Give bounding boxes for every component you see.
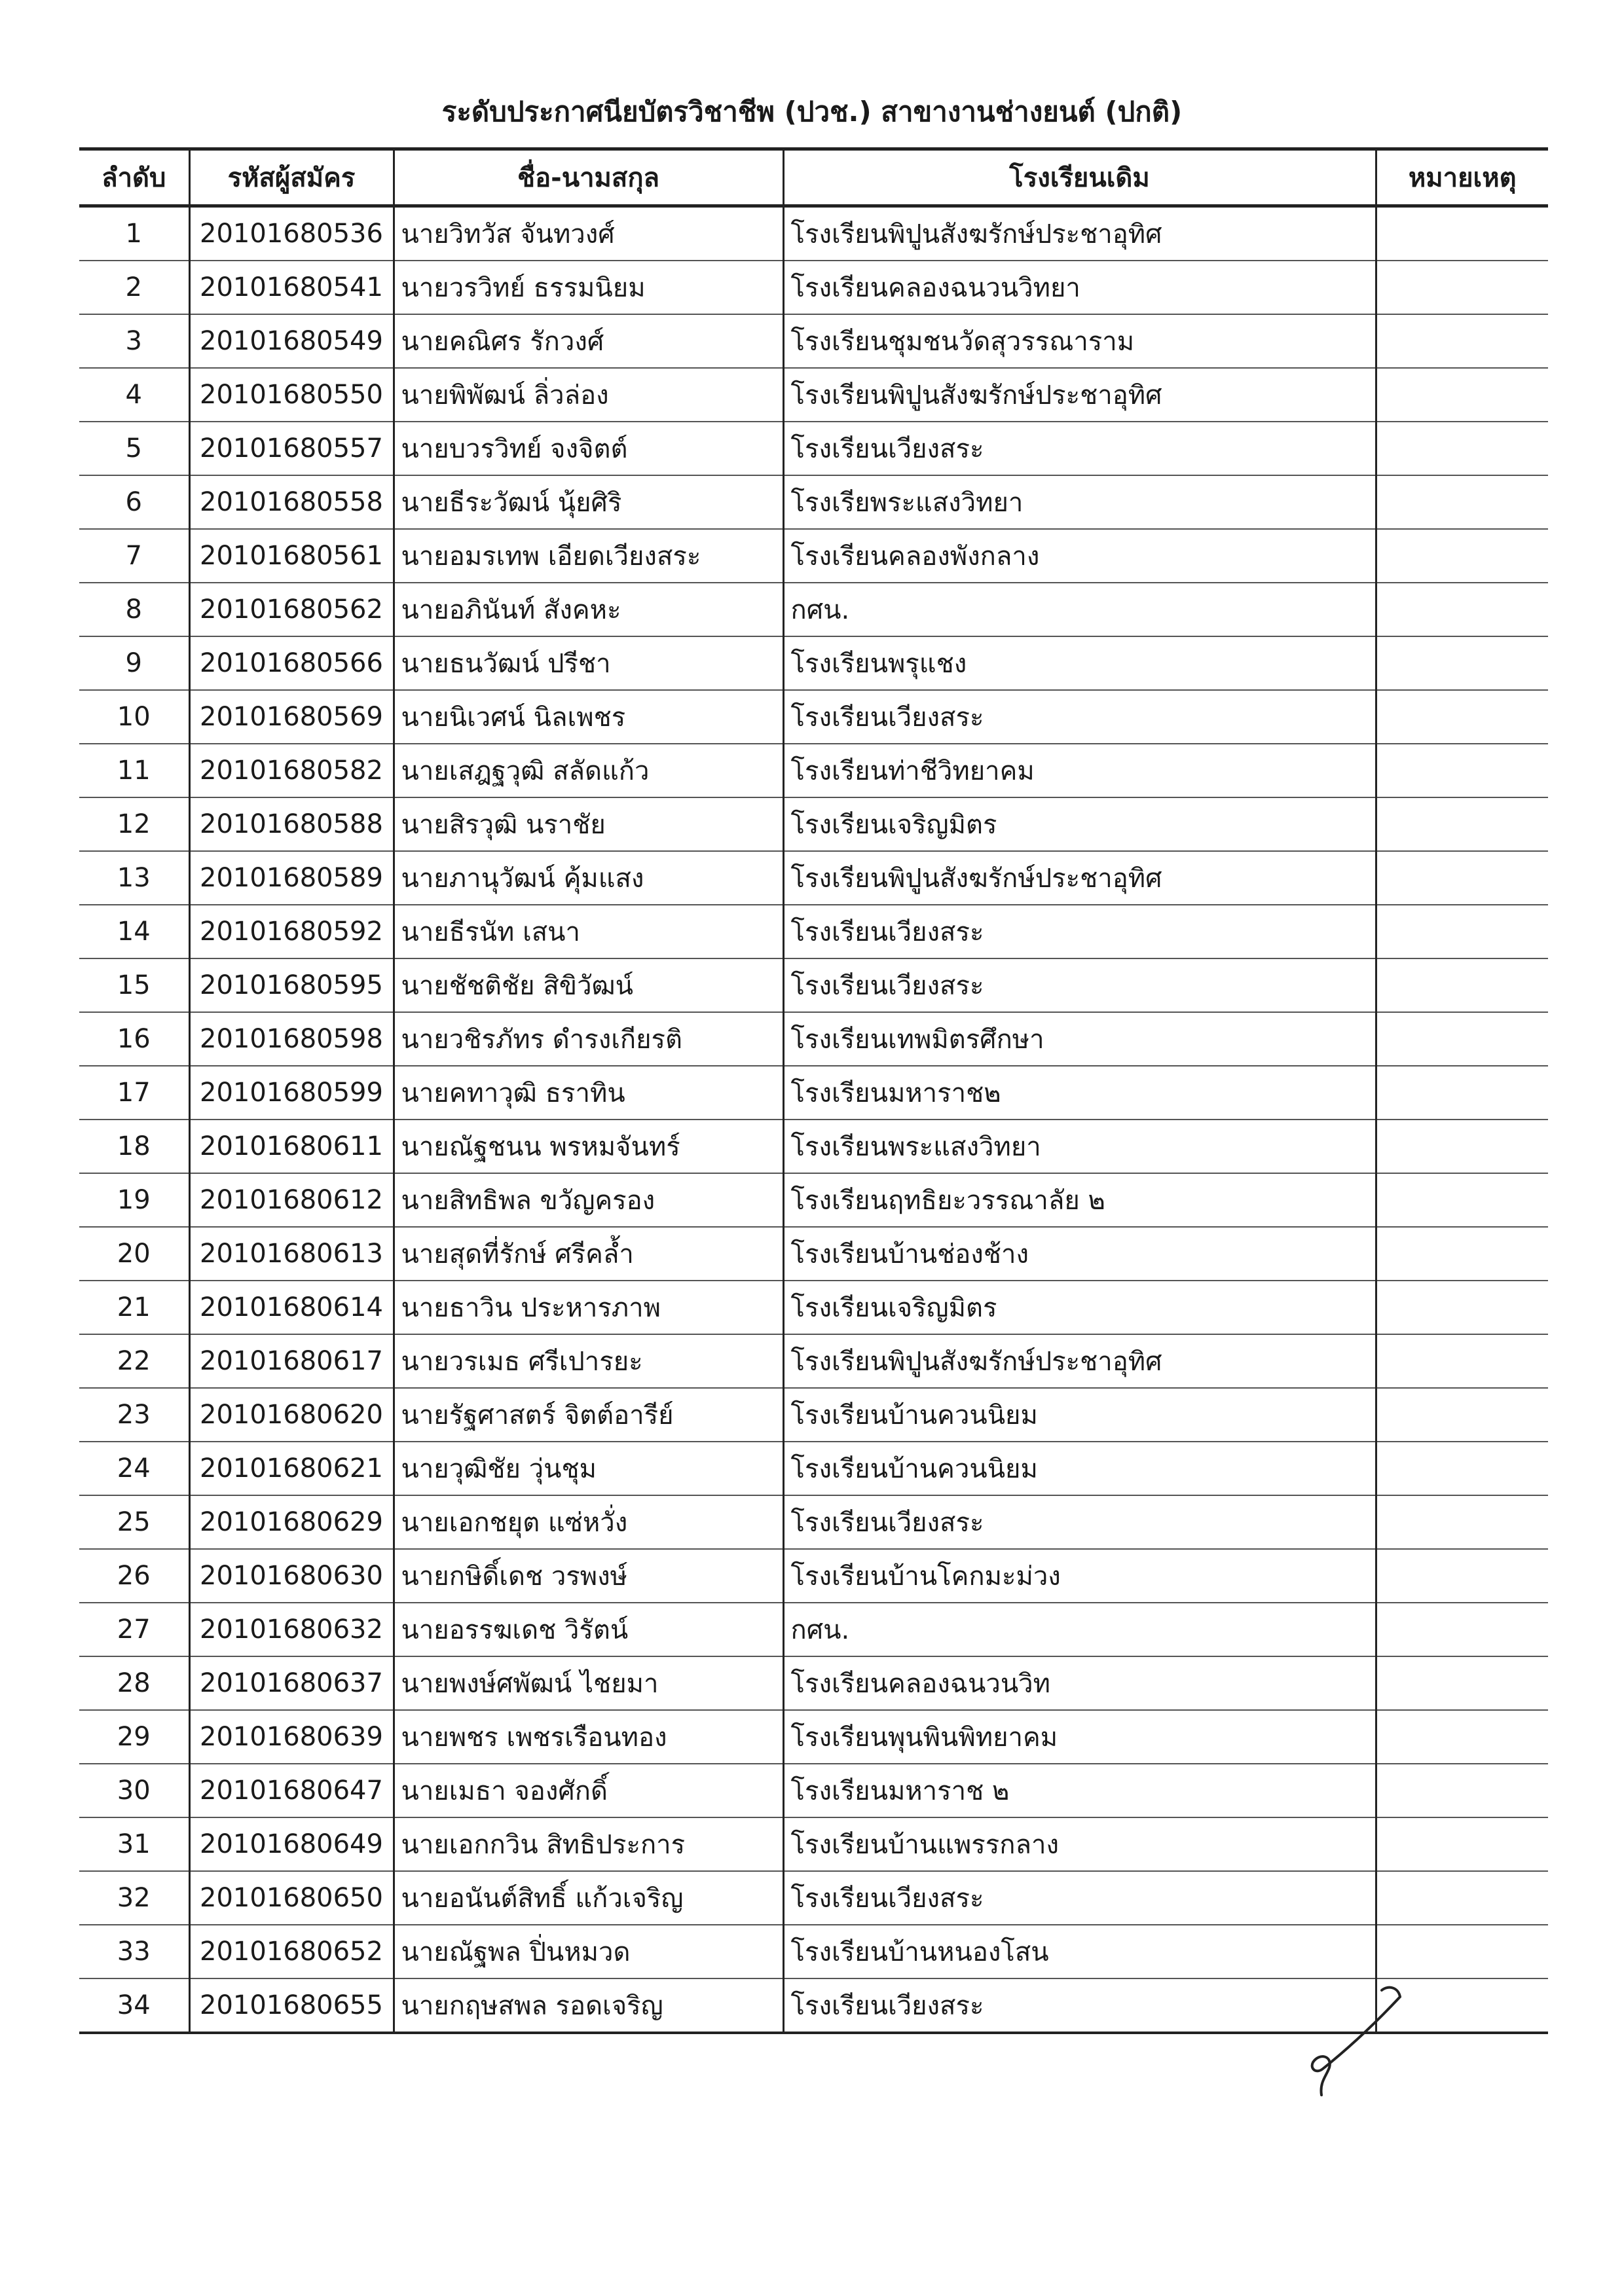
row-full-name: นายณัฐชนน พรหมจันทร์ [394,1120,783,1173]
row-previous-school: โรงเรียนบ้านช่องช้าง [783,1227,1376,1281]
row-order: 31 [79,1817,189,1871]
table-row [79,1495,1548,1549]
signature-mark [1283,1971,1414,2102]
row-previous-school: โรงเรียนฤทธิยะวรรณาลัย ๒ [783,1173,1376,1227]
row-applicant-id: 20101680561 [189,529,394,583]
row-previous-school: โรงเรียนบ้านหนองโสน [783,1925,1376,1978]
row-applicant-id: 20101680566 [189,636,394,690]
row-previous-school: โรงเรียนเวียงสระ [783,690,1376,744]
row-applicant-id: 20101680562 [189,583,394,636]
table-row [79,1710,1548,1764]
row-previous-school: โรงเรียนมหาราช ๒ [783,1764,1376,1817]
row-remarks [1376,744,1548,797]
row-previous-school: โรงเรียนบ้านโคกมะม่วง [783,1549,1376,1603]
row-previous-school: โรงเรียนเวียงสระ [783,422,1376,475]
row-remarks [1376,368,1548,422]
row-order: 24 [79,1442,189,1495]
table-row [79,422,1548,475]
table-row [79,851,1548,905]
row-full-name: นายภานุวัฒน์ คุ้มแสง [394,851,783,905]
row-previous-school: โรงเรียนเวียงสระ [783,1871,1376,1925]
row-remarks [1376,1334,1548,1388]
row-previous-school: โรงเรียนเวียงสระ [783,905,1376,958]
row-applicant-id: 20101680613 [189,1227,394,1281]
row-previous-school: กศน. [783,1603,1376,1656]
row-remarks [1376,797,1548,851]
table-row [79,1334,1548,1388]
row-applicant-id: 20101680536 [189,206,394,261]
table-row [79,1817,1548,1871]
row-remarks [1376,1066,1548,1120]
row-previous-school: โรงเรียนเวียงสระ [783,958,1376,1012]
row-remarks [1376,583,1548,636]
row-applicant-id: 20101680541 [189,261,394,314]
row-order: 21 [79,1281,189,1334]
row-previous-school: โรงเรียนมหาราช๒ [783,1066,1376,1120]
row-order: 7 [79,529,189,583]
row-previous-school: โรงเรียนพุนพินพิทยาคม [783,1710,1376,1764]
document-title: ระดับประกาศนียบัตรวิชาชีพ (ปวช.) สาขางานช่างยนต์ (ปกติ) [441,96,1183,128]
row-remarks [1376,475,1548,529]
row-full-name: นายเสฎฐวุฒิ สลัดแก้ว [394,744,783,797]
row-applicant-id: 20101680592 [189,905,394,958]
row-full-name: นายอมรเทพ เอียดเวียงสระ [394,529,783,583]
row-previous-school: โรงเรียพระแสงวิทยา [783,475,1376,529]
row-full-name: นายบวรวิทย์ จงจิตต์ [394,422,783,475]
row-full-name: นายเอกชยุต แซ่หวั่ง [394,1495,783,1549]
row-previous-school: โรงเรียนบ้านควนนิยม [783,1442,1376,1495]
row-remarks [1376,206,1548,261]
row-full-name: นายรัฐศาสตร์ จิตต์อารีย์ [394,1388,783,1442]
row-full-name: นายณัฐพล ปิ่นหมวด [394,1925,783,1978]
row-order: 18 [79,1120,189,1173]
row-order: 15 [79,958,189,1012]
row-remarks [1376,1173,1548,1227]
row-applicant-id: 20101680611 [189,1120,394,1173]
row-full-name: นายธีระวัฒน์ นุ้ยศิริ [394,475,783,529]
row-remarks [1376,1549,1548,1603]
row-previous-school: โรงเรียนบ้านควนนิยม [783,1388,1376,1442]
row-order: 34 [79,1978,189,2033]
row-order: 3 [79,314,189,368]
row-applicant-id: 20101680629 [189,1495,394,1549]
row-applicant-id: 20101680620 [189,1388,394,1442]
row-full-name: นายสิทธิพล ขวัญครอง [394,1173,783,1227]
row-full-name: นายวชิรภัทร ดำรงเกียรติ [394,1012,783,1066]
row-applicant-id: 20101680569 [189,690,394,744]
row-remarks [1376,1817,1548,1871]
row-applicant-id: 20101680655 [189,1978,394,2033]
row-applicant-id: 20101680549 [189,314,394,368]
table-row [79,744,1548,797]
row-full-name: นายวรเมธ ศรีเปารยะ [394,1334,783,1388]
row-remarks [1376,422,1548,475]
row-applicant-id: 20101680617 [189,1334,394,1388]
row-previous-school: โรงเรียนพิปูนสังฆรักษ์ประชาอุทิศ [783,851,1376,905]
row-applicant-id: 20101680639 [189,1710,394,1764]
header-previous-school: โรงเรียนเดิม [783,149,1376,206]
row-order: 1 [79,206,189,261]
row-full-name: นายวุฒิชัย วุ่นชุม [394,1442,783,1495]
row-applicant-id: 20101680550 [189,368,394,422]
table-row [79,1012,1548,1066]
table-row [79,1066,1548,1120]
row-full-name: นายชัชติชัย สิขิวัฒน์ [394,958,783,1012]
table-row [79,690,1548,744]
row-order: 23 [79,1388,189,1442]
table-row [79,368,1548,422]
row-order: 11 [79,744,189,797]
row-full-name: นายกษิดิ์เดช วรพงษ์ [394,1549,783,1603]
row-previous-school: โรงเรียนคลองฉนวนวิทยา [783,261,1376,314]
row-remarks [1376,1871,1548,1925]
row-remarks [1376,1012,1548,1066]
table-row [79,1281,1548,1334]
row-remarks [1376,1388,1548,1442]
header-full-name: ชื่อ-นามสกุล [394,149,783,206]
row-full-name: นายพิพัฒน์ ลิ่วล่อง [394,368,783,422]
table-row [79,261,1548,314]
table-row [79,1442,1548,1495]
row-full-name: นายสิรวุฒิ นราชัย [394,797,783,851]
row-applicant-id: 20101680557 [189,422,394,475]
row-previous-school: โรงเรียนเทพมิตรศึกษา [783,1012,1376,1066]
row-previous-school: โรงเรียนเวียงสระ [783,1978,1376,2033]
row-remarks [1376,958,1548,1012]
row-remarks [1376,314,1548,368]
table-row [79,1656,1548,1710]
row-order: 14 [79,905,189,958]
row-applicant-id: 20101680632 [189,1603,394,1656]
row-remarks [1376,261,1548,314]
row-remarks [1376,1227,1548,1281]
table-row [79,636,1548,690]
table-row [79,1871,1548,1925]
row-remarks [1376,690,1548,744]
row-applicant-id: 20101680647 [189,1764,394,1817]
row-order: 28 [79,1656,189,1710]
row-order: 20 [79,1227,189,1281]
row-applicant-id: 20101680598 [189,1012,394,1066]
row-previous-school: โรงเรียนเจริญมิตร [783,797,1376,851]
table-row [79,206,1548,261]
row-order: 27 [79,1603,189,1656]
row-order: 6 [79,475,189,529]
row-full-name: นายคทาวุฒิ ธราทิน [394,1066,783,1120]
row-full-name: นายวรวิทย์ ธรรมนิยม [394,261,783,314]
table-row [79,797,1548,851]
table-row [79,1120,1548,1173]
table-row [79,905,1548,958]
row-previous-school: กศน. [783,583,1376,636]
table-row [79,1549,1548,1603]
row-full-name: นายอนันต์สิทธิ์ แก้วเจริญ [394,1871,783,1925]
applicant-table [79,147,1548,2034]
table-row [79,1227,1548,1281]
row-order: 5 [79,422,189,475]
row-applicant-id: 20101680630 [189,1549,394,1603]
row-order: 2 [79,261,189,314]
row-full-name: นายธาวิน ประหารภาพ [394,1281,783,1334]
row-full-name: นายอภินันท์ สังคหะ [394,583,783,636]
row-previous-school: โรงเรียนคลองพังกลาง [783,529,1376,583]
row-remarks [1376,1656,1548,1710]
table-row [79,1173,1548,1227]
row-order: 16 [79,1012,189,1066]
row-order: 13 [79,851,189,905]
row-full-name: นายกฤษสพล รอดเจริญ [394,1978,783,2033]
row-remarks [1376,1710,1548,1764]
row-order: 33 [79,1925,189,1978]
row-previous-school: โรงเรียนเวียงสระ [783,1495,1376,1549]
header-remarks: หมายเหตุ [1376,149,1548,206]
row-remarks [1376,1442,1548,1495]
row-full-name: นายธีรนัท เสนา [394,905,783,958]
row-remarks [1376,1495,1548,1549]
row-remarks [1376,905,1548,958]
header-applicant-id: รหัสผู้สมัคร [189,149,394,206]
row-applicant-id: 20101680650 [189,1871,394,1925]
table-header-row [79,149,1548,206]
row-previous-school: โรงเรียนพิปูนสังฆรักษ์ประชาอุทิศ [783,206,1376,261]
row-order: 26 [79,1549,189,1603]
row-previous-school: โรงเรียนชุมชนวัดสุวรรณาราม [783,314,1376,368]
row-remarks [1376,1120,1548,1173]
row-order: 30 [79,1764,189,1817]
row-previous-school: โรงเรียนพระแสงวิทยา [783,1120,1376,1173]
row-applicant-id: 20101680614 [189,1281,394,1334]
header-order: ลำดับ [79,149,189,206]
table-row [79,1603,1548,1656]
row-applicant-id: 20101680637 [189,1656,394,1710]
table-row [79,1388,1548,1442]
row-remarks [1376,851,1548,905]
row-applicant-id: 20101680652 [189,1925,394,1978]
row-order: 19 [79,1173,189,1227]
row-full-name: นายนิเวศน์ นิลเพชร [394,690,783,744]
row-applicant-id: 20101680588 [189,797,394,851]
row-remarks [1376,529,1548,583]
row-order: 8 [79,583,189,636]
row-applicant-id: 20101680599 [189,1066,394,1120]
row-full-name: นายพงษ์ศพัฒน์ ไชยมา [394,1656,783,1710]
row-full-name: นายธนวัฒน์ ปรีชา [394,636,783,690]
row-order: 17 [79,1066,189,1120]
row-previous-school: โรงเรียนพิปูนสังฆรักษ์ประชาอุทิศ [783,1334,1376,1388]
row-previous-school: โรงเรียนพิปูนสังฆรักษ์ประชาอุทิศ [783,368,1376,422]
row-order: 9 [79,636,189,690]
row-order: 10 [79,690,189,744]
row-full-name: นายวิทวัส จันทวงศ์ [394,206,783,261]
row-order: 32 [79,1871,189,1925]
row-order: 29 [79,1710,189,1764]
table-body [79,206,1548,2033]
row-order: 22 [79,1334,189,1388]
row-full-name: นายอรรฆเดช วิรัตน์ [394,1603,783,1656]
row-previous-school: โรงเรียนบ้านแพรรกลาง [783,1817,1376,1871]
row-order: 12 [79,797,189,851]
row-previous-school: โรงเรียนเจริญมิตร [783,1281,1376,1334]
row-previous-school: โรงเรียนพรุแชง [783,636,1376,690]
row-full-name: นายเมธา จองศักดิ์ [394,1764,783,1817]
row-applicant-id: 20101680612 [189,1173,394,1227]
row-remarks [1376,1281,1548,1334]
table-row [79,958,1548,1012]
row-remarks [1376,1603,1548,1656]
row-full-name: นายคณิศร รักวงศ์ [394,314,783,368]
table-row [79,1764,1548,1817]
row-full-name: นายเอกกวิน สิทธิประการ [394,1817,783,1871]
table-row [79,314,1548,368]
row-applicant-id: 20101680595 [189,958,394,1012]
row-applicant-id: 20101680582 [189,744,394,797]
row-previous-school: โรงเรียนท่าชีวิทยาคม [783,744,1376,797]
row-order: 4 [79,368,189,422]
row-full-name: นายสุดที่รักษ์ ศรีคล้ำ [394,1227,783,1281]
row-remarks [1376,636,1548,690]
table-row [79,475,1548,529]
row-applicant-id: 20101680649 [189,1817,394,1871]
table-row [79,583,1548,636]
row-remarks [1376,1764,1548,1817]
row-applicant-id: 20101680558 [189,475,394,529]
table-row [79,529,1548,583]
row-full-name: นายพชร เพชรเรือนทอง [394,1710,783,1764]
row-applicant-id: 20101680621 [189,1442,394,1495]
row-order: 25 [79,1495,189,1549]
row-previous-school: โรงเรียนคลองฉนวนวิท [783,1656,1376,1710]
row-applicant-id: 20101680589 [189,851,394,905]
